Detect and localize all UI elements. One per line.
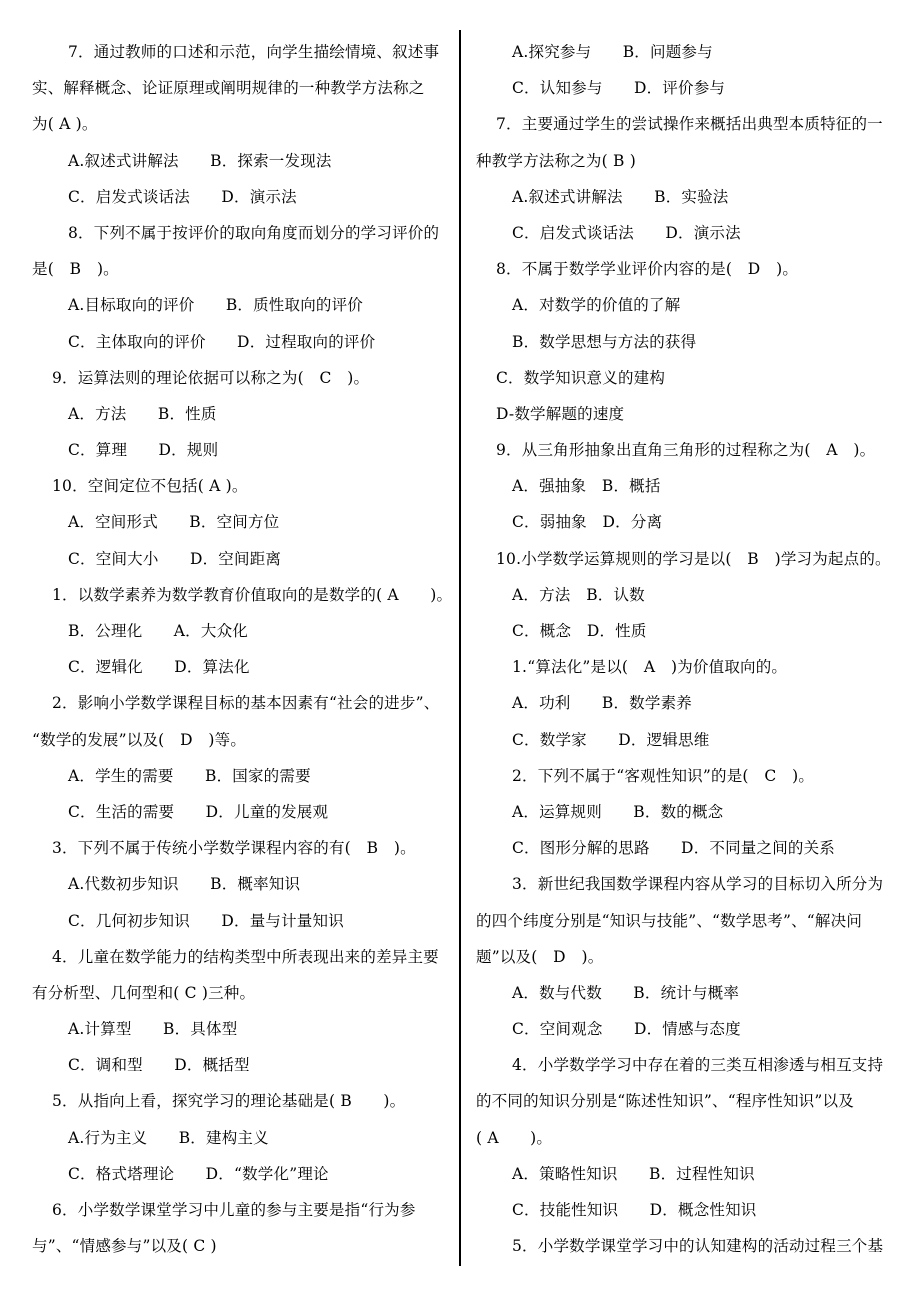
option-line: A.行为主义 B．建构主义 [68, 1128, 269, 1147]
option-line: A．对数学的价值的了解 [512, 296, 681, 315]
option-line: C．数学知识意义的建构 [496, 368, 666, 387]
question-2: 2．下列不属于“客观性知识”的是( C )。 [512, 766, 815, 785]
option-line: C．概念 D．性质 [512, 622, 647, 640]
question-5-line-1: 5．小学数学课堂学习中的认知建构的活动过程三个基 [512, 1237, 884, 1256]
option-line: A．运算规则 B．数的概念 [512, 802, 724, 821]
question-4-line-1: 4．儿童在数学能力的结构类型中所表现出来的差异主要 [52, 947, 439, 966]
option-line: A.目标取向的评价 B．质性取向的评价 [68, 296, 364, 315]
question-7-line-3: 为( A )。 [32, 115, 98, 134]
question-8-line-1: 8．下列不属于按评价的取向角度而划分的学习评价的 [68, 223, 440, 242]
option-line: C．生活的需要 D．儿童的发展观 [68, 802, 329, 821]
option-line: A．学生的需要 B．国家的需要 [68, 766, 311, 785]
option-line: A．方法 B．认数 [512, 585, 645, 604]
option-line: A．功利 B．数学素养 [512, 694, 692, 713]
question-3-line-2: 的四个纬度分别是“知识与技能”、“数学思考”、“解决问 [476, 911, 863, 930]
option-line: A.探究参与 B．问题参与 [512, 43, 713, 61]
option-line: C．启发式谈话法 D．演示法 [68, 187, 297, 206]
question-8: 8．不属于数学学业评价内容的是( D )。 [496, 260, 799, 279]
option-line: C．算理 D．规则 [68, 441, 219, 460]
question-10: 10.小学数学运算规则的学习是以( B )学习为起点的。 [496, 549, 891, 568]
option-line: C．启发式谈话法 D．演示法 [512, 223, 741, 242]
question-5: 5．从指向上看，探究学习的理论基础是( B )。 [52, 1092, 406, 1111]
option-line: C．调和型 D．概括型 [68, 1056, 250, 1075]
question-6-line-1: 6．小学数学课堂学习中儿童的参与主要是指“行为参 [52, 1201, 416, 1219]
question-9: 9．运算法则的理论依据可以称之为( C )。 [52, 368, 370, 387]
question-2-line-2: “数学的发展”以及( D )等。 [32, 730, 247, 749]
question-9: 9．从三角形抽象出直角三角形的过程称之为( A )。 [496, 441, 876, 460]
option-line: C．数学家 D．逻辑思维 [512, 730, 710, 749]
question-4-line-1: 4．小学数学学习中存在着的三类互相渗透与相互支持 [512, 1056, 884, 1075]
option-line: B．数学思想与方法的获得 [512, 332, 697, 351]
question-3-line-1: 3．新世纪我国数学课程内容从学习的目标切入所分为 [512, 875, 884, 894]
question-4-line-3: ( A )。 [476, 1128, 553, 1147]
question-3: 3．下列不属于传统小学数学课程内容的有( B )。 [52, 839, 416, 858]
option-line: C．弱抽象 D．分离 [512, 513, 663, 532]
option-line: A．空间形式 B．空间方位 [68, 513, 280, 532]
option-line: D-数学解题的速度 [496, 404, 625, 423]
right-column [476, 34, 896, 1264]
option-line: A．策略性知识 B．过程性知识 [512, 1164, 755, 1183]
left-column [32, 34, 452, 1264]
option-line: A.计算型 B．具体型 [68, 1020, 238, 1039]
question-8-line-2: 是( B )。 [32, 260, 119, 279]
option-line: A.叙述式讲解法 B．探索一发现法 [68, 151, 332, 170]
option-line: C．空间观念 D．情感与态度 [512, 1020, 741, 1039]
question-2-line-1: 2．影响小学数学课程目标的基本因素有“社会的进步”、 [52, 694, 440, 713]
question-1: 1.“算法化”是以( A )为价值取向的。 [512, 658, 788, 677]
question-7-line-1: 7．通过教师的口述和示范，向学生描绘情境、叙述事 [68, 43, 440, 61]
question-7-line-2: 实、解释概念、论证原理或阐明规律的一种教学方法称之 [32, 79, 425, 98]
option-line: C．空间大小 D．空间距离 [68, 549, 282, 568]
column-divider [459, 30, 461, 1266]
option-line: A．方法 B．性质 [68, 404, 217, 423]
question-7-line-2: 种教学方法称之为( B ) [476, 151, 636, 170]
option-line: B．公理化 A．大众化 [68, 622, 248, 640]
question-6-line-2: 与”、“情感参与”以及( C ) [32, 1237, 217, 1256]
option-line: C．认知参与 D．评价参与 [512, 79, 726, 98]
option-line: C．格式塔理论 D．“数学化”理论 [68, 1164, 329, 1183]
option-line: C．几何初步知识 D．量与计量知识 [68, 911, 344, 930]
question-1: 1．以数学素养为数学教育价值取向的是数学的( A )。 [52, 585, 453, 604]
option-line: C．图形分解的思路 D．不同量之间的关系 [512, 839, 835, 858]
option-line: A.代数初步知识 B．概率知识 [68, 875, 301, 894]
question-4-line-2: 的不同的知识分别是“陈述性知识”、“程序性知识”以及 [476, 1092, 854, 1111]
option-line: C．主体取向的评价 D．过程取向的评价 [68, 332, 376, 351]
option-line: A.叙述式讲解法 B．实验法 [512, 187, 729, 206]
option-line: C．技能性知识 D．概念性知识 [512, 1201, 757, 1219]
question-10: 10．空间定位不包括( A )。 [52, 477, 248, 496]
option-line: A．强抽象 B．概括 [512, 477, 661, 496]
question-7-line-1: 7．主要通过学生的尝试操作来概括出典型本质特征的一 [496, 115, 883, 134]
option-line: C．逻辑化 D．算法化 [68, 658, 250, 677]
option-line: A．数与代数 B．统计与概率 [512, 983, 740, 1002]
question-4-line-2: 有分析型、几何型和( C )三种。 [32, 983, 256, 1002]
question-3-line-3: 题”以及( D )。 [476, 947, 604, 966]
